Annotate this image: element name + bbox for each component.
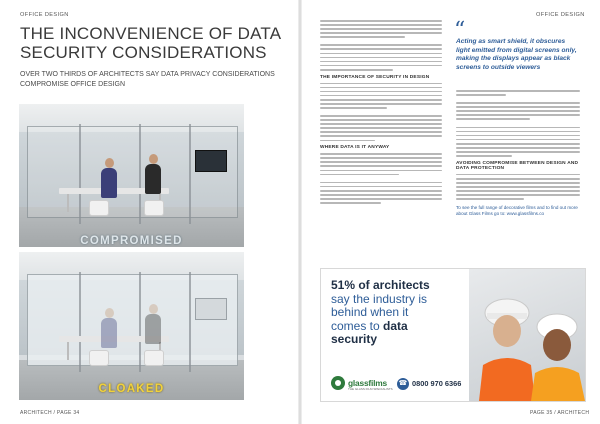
advert-headline-line: behind when it — [331, 305, 409, 320]
office-photo-cloaked — [19, 252, 244, 400]
phone-icon: ☎ — [397, 378, 409, 390]
body-text-block — [456, 174, 580, 200]
advert-headline-line: comes to — [331, 318, 384, 333]
body-text-block — [456, 90, 580, 96]
workers-illustration — [469, 269, 585, 401]
photo-caption-compromised: COMPROMISED — [80, 235, 183, 247]
brand-name: glassfilms — [348, 378, 387, 388]
page-folio: ARCHITECH / PAGE 34 — [20, 410, 80, 416]
office-photo-compromised — [19, 104, 244, 247]
body-text-block — [320, 83, 442, 109]
article-headline: THE INCONVENIENCE OF DATA SECURITY CONSIDERATIONS — [20, 24, 281, 62]
photo-caption-cloaked: CLOAKED — [98, 383, 165, 395]
body-text-block — [320, 44, 442, 70]
wall-monitor — [195, 150, 227, 172]
page-folio: PAGE 35 / ARCHITECH — [530, 410, 590, 416]
advert-footer — [331, 376, 471, 392]
section-label: OFFICE DESIGN — [20, 12, 69, 18]
body-text-block — [320, 20, 442, 38]
advert-headline-highlight: data — [383, 318, 408, 333]
body-text-block — [320, 182, 442, 204]
section-label: OFFICE DESIGN — [536, 12, 585, 18]
pull-quote: Acting as smart shield, it obscures light emitted from digital screens only, making the displays appear as black screens to outside viewers — [456, 38, 577, 71]
advert-headline-line: security — [331, 332, 378, 347]
closing-link-text: To see the full range of decorative films and to find out more about Glass Films go to: www.glassfilms.co — [456, 205, 578, 217]
page-spine — [298, 0, 302, 424]
article-column-two — [456, 90, 580, 217]
article-column-one — [320, 20, 442, 206]
advert-headline — [331, 279, 455, 347]
brand-tagline: THE GLASS FILM SPECIALISTS — [348, 387, 393, 391]
glassfilms-advert — [320, 268, 586, 402]
body-text-block — [320, 153, 442, 175]
article-standfirst: OVER TWO THIRDS OF ARCHITECTS SAY DATA PRIVACY CONSIDERATIONS COMPROMISE OFFICE DESIGN — [20, 71, 275, 88]
body-text-block — [320, 115, 442, 141]
glassfilms-logo-icon — [331, 376, 345, 390]
column-subhead: THE IMPORTANCE OF SECURITY IN DESIGN — [320, 74, 430, 80]
column-subhead: AVOIDING COMPROMISE BETWEEN DESIGN AND DATA PROTECTION — [456, 160, 579, 171]
advert-headline-line: say the industry is — [331, 291, 428, 306]
column-subhead: WHERE DATA IS IT ANYWAY — [320, 145, 390, 151]
advert-phone-number[interactable]: 0800 970 6366 — [412, 379, 462, 388]
advert-photo-workers — [469, 269, 585, 401]
body-text-block — [456, 102, 580, 120]
wall-monitor — [195, 298, 227, 320]
advert-headline-line: 51% of architects — [331, 278, 430, 292]
quote-mark-icon: “ — [454, 18, 466, 43]
body-text-block — [456, 127, 580, 157]
